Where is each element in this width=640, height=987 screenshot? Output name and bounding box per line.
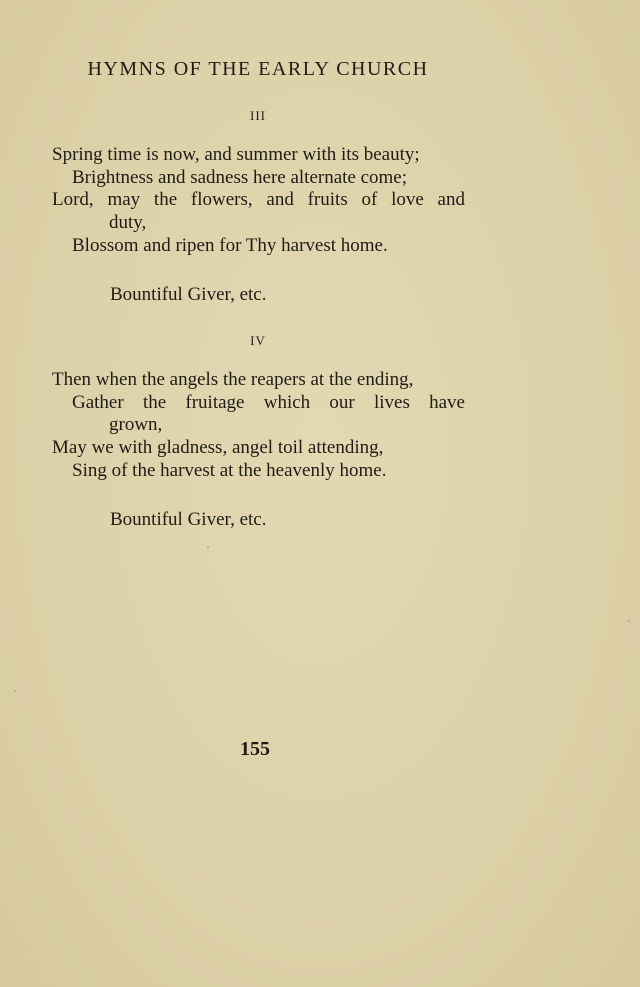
stanza-iii-line-3: Lord, may the flowers, and fruits of love and bbox=[52, 189, 465, 210]
paper-speck bbox=[628, 620, 630, 622]
stanza-iv-line-1: Then when the angels the reapers at the ending, bbox=[52, 369, 414, 390]
stanza-iv-line-2-continued: grown, bbox=[109, 414, 163, 435]
paper-speck bbox=[14, 690, 16, 692]
page-number: 155 bbox=[240, 738, 270, 760]
stanza-iii-line-2: Brightness and sadness here alternate come; bbox=[72, 167, 408, 188]
stanza-iii-refrain: Bountiful Giver, etc. bbox=[110, 284, 267, 305]
stanza-number-iii: III bbox=[250, 108, 266, 123]
paper-speck bbox=[207, 546, 209, 548]
stanza-iii-line-4: Blossom and ripen for Thy harvest home. bbox=[72, 235, 388, 256]
stanza-iv-line-4: Sing of the harvest at the heavenly home. bbox=[72, 460, 387, 481]
stanza-iv-refrain: Bountiful Giver, etc. bbox=[110, 509, 267, 530]
running-head: HYMNS OF THE EARLY CHURCH bbox=[87, 58, 429, 80]
stanza-number-iv: IV bbox=[250, 333, 266, 348]
stanza-iii-line-3-continued: duty, bbox=[109, 212, 147, 233]
stanza-iv-line-2: Gather the fruitage which our lives have bbox=[72, 392, 465, 413]
stanza-iv-line-3: May we with gladness, angel toil attending, bbox=[52, 437, 384, 458]
stanza-iii-line-1: Spring time is now, and summer with its beauty; bbox=[52, 144, 420, 165]
